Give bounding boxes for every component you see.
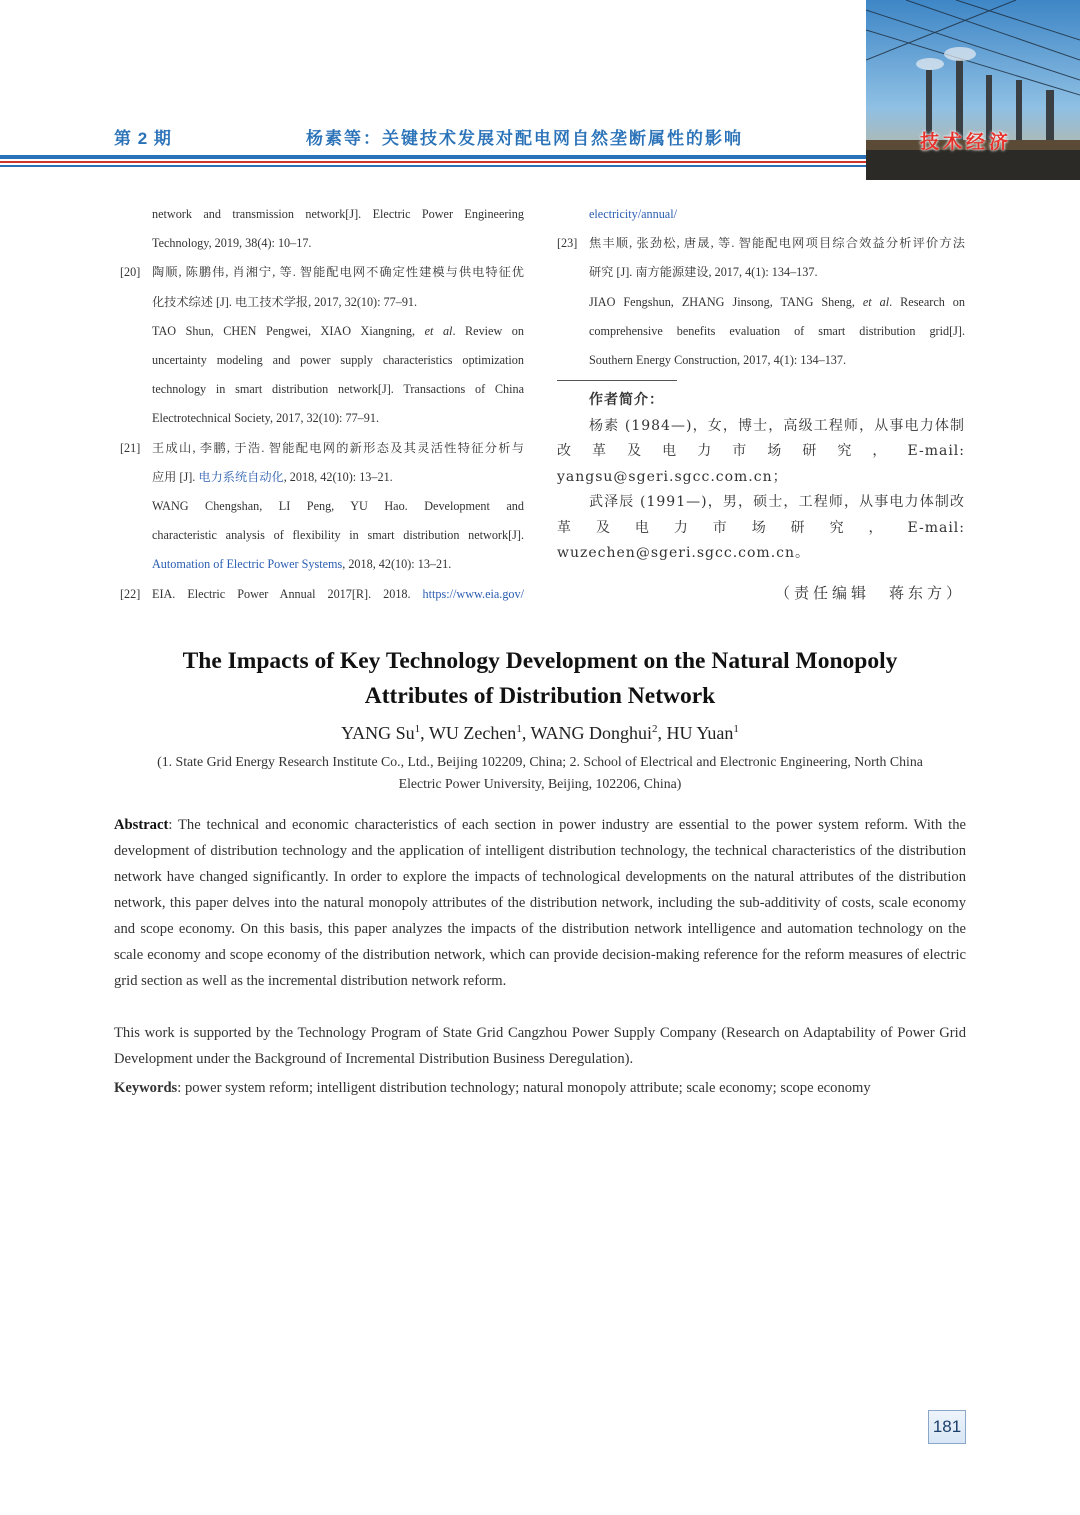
reference-item [120,258,524,433]
title-line: Attributes of Distribution Network [364,683,716,709]
author-name: WANG Donghui [530,723,652,743]
reference-item [557,200,965,229]
reference-line: Technology, 2019, 38(4): 10–17. [152,236,312,251]
reference-line: uncertainty modeling and power supply characteristics optimization [152,353,524,368]
reference-line: EIA. Electric Power Annual 2017[R]. 2018. https://www.eia.gov/ [152,586,524,601]
keywords [114,1076,966,1101]
page-number: 181 [928,1410,966,1444]
reference-line: characteristic analysis of flexibility in smart distribution network[J]. [152,528,524,543]
reference-line: TAO Shun, CHEN Pengwei, XIAO Xiangning, et al. Review on [152,323,524,338]
author-list: YANG Su$^1$, WU Zechen$^1$, WANG Donghui$^2$, HU Yuan$^1$ [341,723,739,743]
author-name: HU Yuan [666,723,734,743]
issue-number: 第 2 期 [114,129,172,148]
reference-number: [22] [120,586,141,601]
reference-item [120,580,524,609]
reference-line: 研究 [J]. 南方能源建设, 2017, 4(1): 134–137. [589,265,818,280]
page-header [0,0,1080,180]
reference-line: 王成山, 李鹏, 于浩. 智能配电网的新形态及其灵活性特征分析与 [152,440,524,455]
affiliation-line: (1. State Grid Energy Research Institute Co., Ltd., Beijing 102209, China; 2. School of Electrical and Electronic Engineering, North China [157,754,923,769]
reference-line: JIAO Fengshun, ZHANG Jinsong, TANG Sheng, et al. Research on [589,294,965,309]
keywords-text: : power system reform; intelligent distribution technology; natural monopoly attribute; scale economy; scope economy [177,1080,871,1096]
author-name: WU Zechen [428,723,517,743]
author-affiliation-mark: 1 [733,723,739,735]
abstract-text: : The technical and economic characteristics of each section in power industry are essential to the power system reform. With the development of distribution technology and the application of intelligent distribution technology, the technical characteristics of the distribution network have changed significantly. In order to explore the impacts of technological developments on the natural attributes of the distribution network, this paper delves into the natural monopoly attributes of the distribution network, including the sub-additivity of costs, scale economy and scope economy. On this basis, this paper analyzes the impacts of the distribution network intelligence and automation technology on the scale economy and scope economy of the distribution network, which can provide decision-making reference for the reform measures of electric grid section as well as the incremental distribution network reform. [114,817,966,989]
keywords-label: Keywords [114,1080,178,1096]
abstract [114,812,966,994]
funding-statement: This work is supported by the Technology Program of State Grid Cangzhou Power Supply Company (Research on Adaptability of Power Grid Development under the Background of Incremental Distribution Business Deregulation). [114,1025,966,1067]
reference-line: comprehensive benefits evaluation of smart distribution grid[J]. [589,323,965,338]
english-title [100,644,980,714]
reference-line: Southern Energy Construction, 2017, 4(1): 134–137. [589,353,847,368]
url-link[interactable]: electricity/annual/ [589,207,677,221]
affiliations [110,751,970,795]
author-affiliation-mark: 1 [516,723,522,735]
abstract-label: Abstract [114,817,169,833]
author-name: YANG Su [341,723,415,743]
references-right [557,200,965,375]
reference-line: network and transmission network[J]. Electric Power Engineering [152,207,524,221]
references-left [120,200,524,609]
reference-item [557,229,965,375]
reference-line: Automation of Electric Power Systems, 2018, 42(10): 13–21. [152,557,452,572]
reference-line: technology in smart distribution network[J]. Transactions of China [152,382,524,397]
bio-entry: 武泽辰 (1991—)，男，硕士，工程师，从事电力体制改革及电力市场研究，E-mail: wuzechen@sgeri.sgcc.com.cn。 [557,494,965,561]
bio-entry: 杨素 (1984—)，女，博士，高级工程师，从事电力体制改革及电力市场研究，E-mail: yangsu@sgeri.sgcc.com.cn； [557,417,965,485]
header-rule-red [0,161,866,163]
author-affiliation-mark: 2 [652,723,658,735]
reference-number: [20] [120,265,141,280]
affiliation-line: Electric Power University, Beijing, 102206, China) [398,776,682,791]
reference-line: WANG Chengshan, LI Peng, YU Hao. Development and [152,499,524,514]
reference-line: 应用 [J]. 电力系统自动化, 2018, 42(10): 13–21. [152,469,393,484]
reference-line: Electrotechnical Society, 2017, 32(10): 77–91. [152,411,379,426]
footnote-divider [557,380,677,381]
section-tag: 技术经济 [920,132,1013,153]
reference-line: 焦丰顺, 张劲松, 唐晟, 等. 智能配电网项目综合效益分析评价方法 [589,236,965,251]
url-link[interactable]: https://www.eia.gov/ [422,586,524,601]
running-title: 杨素等：关键技术发展对配电网自然垄断属性的影响 [306,129,743,148]
reference-item [120,200,524,258]
responsible-editor: （责任编辑 蒋东方） [774,584,965,602]
header-rule [0,155,866,159]
header-rule-thin [0,165,866,167]
reference-item [120,434,524,580]
author-affiliation-mark: 1 [414,723,421,735]
journal-link[interactable]: 电力系统自动化 [198,469,284,484]
reference-number: [21] [120,440,141,455]
reference-number: [23] [557,236,578,251]
title-line: The Impacts of Key Technology Development on the Natural Monopoly [182,648,898,674]
bio-heading: 作者简介： [589,392,664,408]
journal-link[interactable]: Automation of Electric Power Systems [152,557,343,572]
author-bio [557,388,965,567]
reference-line: 陶顺, 陈鹏伟, 肖湘宁, 等. 智能配电网不确定性建模与供电特征优 [152,265,524,280]
reference-line: 化技术综述 [J]. 电工技术学报, 2017, 32(10): 77–91. [152,294,418,309]
